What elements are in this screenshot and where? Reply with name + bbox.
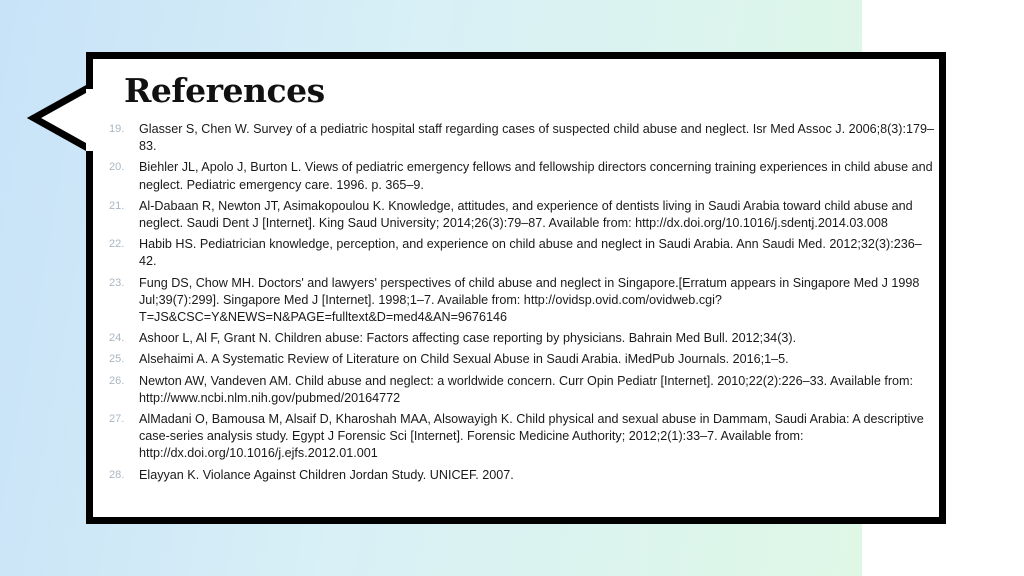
tail-joint [86, 89, 93, 151]
reference-number: 20. [109, 161, 125, 174]
reference-number: 21. [109, 199, 125, 212]
reference-number: 25. [109, 353, 125, 366]
reference-list [109, 121, 939, 488]
reference-text: Newton AW, Vandeven AM. Child abuse and neglect: a worldwide concern. Curr Opin Pediatr [Internet]. 2010;22(2):226–33. Available from: http://www.ncbi.nlm.nih.gov/pubmed/20164772 [139, 373, 914, 405]
reference-number: 24. [109, 332, 125, 345]
reference-item [109, 121, 939, 155]
reference-text: Alsehaimi A. A Systematic Review of Literature on Child Sexual Abuse in Saudi Arabia. iMedPub Journals. 2016;1–5. [139, 352, 789, 367]
reference-number: 27. [109, 413, 125, 426]
reference-number: 23. [109, 276, 125, 289]
reference-item [109, 275, 939, 327]
reference-item [109, 373, 939, 407]
reference-text: Fung DS, Chow MH. Doctors' and lawyers' perspectives of child abuse and neglect in Singapore.[Erratum appears in Singapore Med J 1998 Jul;39(7):299]. Singapore Med J [Internet]. 1998;1–7. Available from: http://ovidsp.ovid.com/ovidweb.cgi?T=JS&CSC=Y&NEWS=N&PAGE=fulltext&D=med4&AN=9676146 [139, 275, 920, 325]
reference-item [109, 411, 939, 463]
reference-item [109, 330, 939, 347]
reference-text: Glasser S, Chen W. Survey of a pediatric hospital staff regarding cases of suspected child abuse and neglect. Isr Med Assoc J. 2006;8(3):179–83. [139, 122, 935, 154]
reference-text: Al-Dabaan R, Newton JT, Asimakopoulou K. Knowledge, attitudes, and experience of dentists living in Saudi Arabia toward child abuse and neglect. Saudi Dent J [Internet]. King Saud University; 2014;26(3):79–87. Available from: http://dx.doi.org/10.1016/j.sdentj.2014.03.008 [139, 198, 913, 231]
reference-number: 19. [109, 123, 125, 135]
reference-item [109, 198, 939, 232]
reference-text: Habib HS. Pediatrician knowledge, perception, and experience on child abuse and neglect in Saudi Arabia. Ann Saudi Med. 2012;32(3):236–42. [139, 237, 922, 269]
reference-number: 26. [109, 374, 125, 387]
reference-number: 22. [109, 238, 125, 251]
references-panel [86, 52, 946, 524]
reference-text: Elayyan K. Violance Against Children Jordan Study. UNICEF. 2007. [139, 467, 514, 482]
reference-item [109, 159, 939, 193]
reference-text: Biehler JL, Apolo J, Burton L. Views of pediatric emergency fellows and fellowship directors concerning training experiences in child abuse and neglect. Pediatric emergency care. 1996. p. 365–9. [139, 160, 933, 192]
reference-item [109, 467, 939, 484]
reference-text: Ashoor L, Al F, Grant N. Children abuse: Factors affecting case reporting by physicians. Bahrain Med Bull. 2012;34(3). [139, 331, 797, 346]
reference-item [109, 236, 939, 270]
reference-item [109, 351, 939, 368]
reference-text: AlMadani O, Bamousa M, Alsaif D, Kharoshah MAA, Alsowayigh K. Child physical and sexual abuse in Dammam, Saudi Arabia: A descriptive case-series analysis study. Egypt J Forensic Sci [Internet]. Forensic Medicine Authority; 2012;2(1):33–7. Available from: http://dx.doi.org/10.1016/j.ejfs.2012.01.001 [139, 412, 924, 461]
page-title: References [124, 71, 325, 110]
reference-number: 28. [109, 468, 125, 481]
